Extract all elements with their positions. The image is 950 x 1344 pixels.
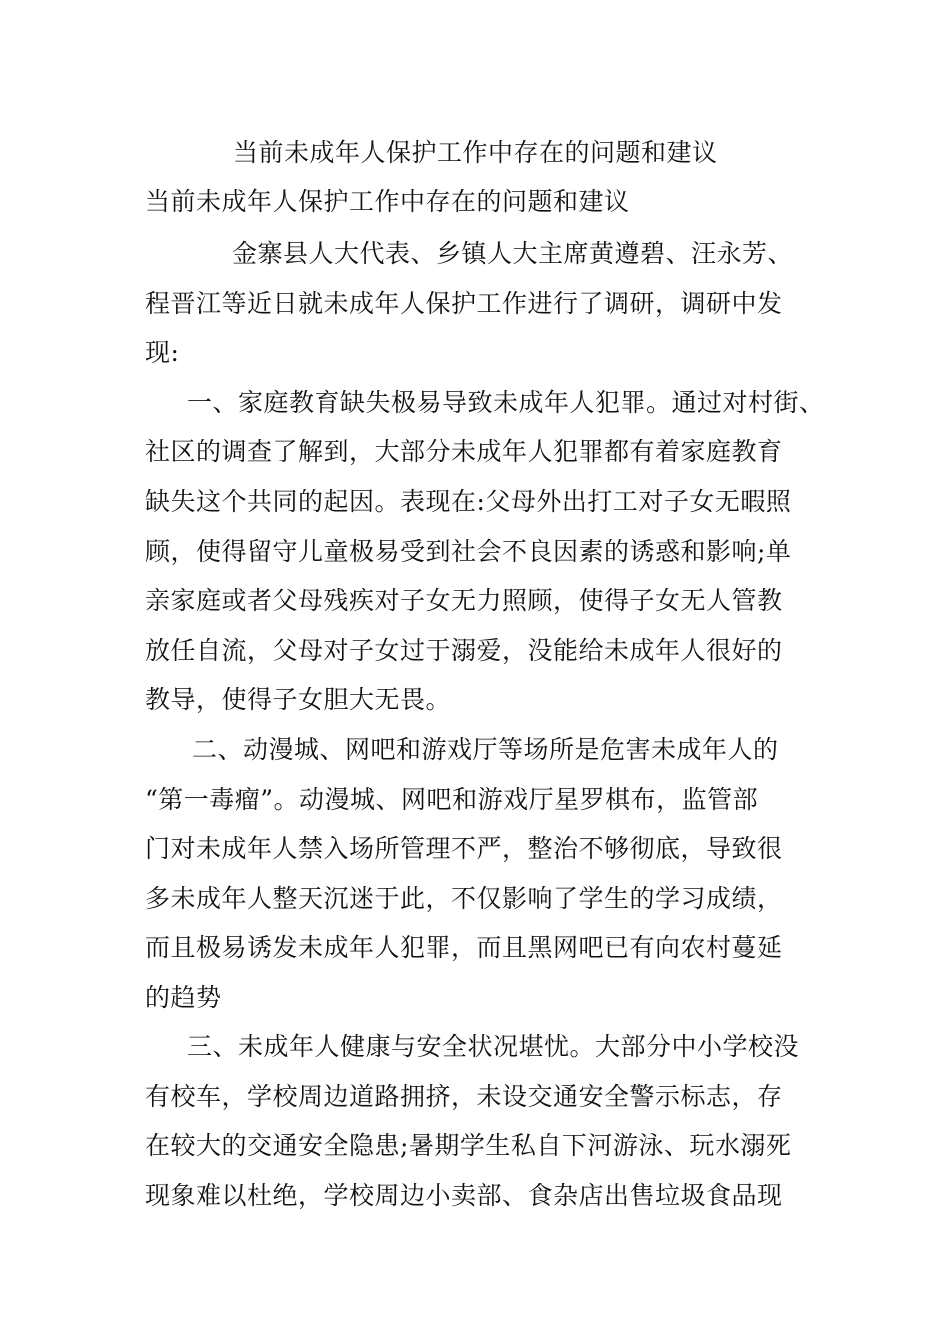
section3-line: 在较大的交通安全隐患;暑期学生私自下河游泳、玩水溺死 — [145, 1131, 792, 1160]
section3-line: 现象难以杜绝，学校周边小卖部、食杂店出售垃圾食品现 — [145, 1181, 783, 1210]
section1-line: 教导，使得子女胆大无畏。 — [145, 685, 452, 714]
document-subtitle: 当前未成年人保护工作中存在的问题和建议 — [145, 187, 630, 216]
section1-line: 社区的调查了解到，大部分未成年人犯罪都有着家庭教育 — [145, 437, 783, 466]
section2-line: 门对未成年人禁入场所管理不严，整治不够彻底，导致很 — [145, 834, 783, 863]
section1-line: 顾，使得留守儿童极易受到社会不良因素的诱惑和影响;单 — [145, 537, 792, 566]
section1-line: 亲家庭或者父母残疾对子女无力照顾，使得子女无人管教 — [145, 586, 783, 615]
section1-line: 一、家庭教育缺失极易导致未成年人犯罪。通过对村街、 — [187, 388, 825, 417]
section1-line: 放任自流，父母对子女过于溺爱，没能给未成年人很好的 — [145, 636, 783, 665]
section2-line: 的趋势 — [145, 983, 222, 1012]
section2-line: “第一毒瘤”。动漫城、网吧和游戏厅星罗棋布，监管部 — [145, 785, 759, 814]
section1-line: 缺失这个共同的起因。表现在:父母外出打工对子女无暇照 — [145, 487, 792, 516]
section2-line: 多未成年人整天沉迷于此，不仅影响了学生的学习成绩， — [145, 884, 783, 913]
section3-line: 三、未成年人健康与安全状况堪忧。大部分中小学校没 — [187, 1032, 800, 1061]
intro-line: 现: — [145, 338, 180, 367]
intro-line: 程晋江等近日就未成年人保护工作进行了调研，调研中发 — [145, 289, 783, 318]
document-title: 当前未成年人保护工作中存在的问题和建议 — [233, 138, 718, 167]
section2-line: 二、动漫城、网吧和游戏厅等场所是危害未成年人的 — [192, 735, 779, 764]
intro-line: 金寨县人大代表、乡镇人大主席黄遵碧、汪永芳、 — [232, 239, 794, 268]
section3-line: 有校车，学校周边道路拥挤，未设交通安全警示标志，存 — [145, 1082, 783, 1111]
section2-line: 而且极易诱发未成年人犯罪，而且黑网吧已有向农村蔓延 — [145, 933, 783, 962]
